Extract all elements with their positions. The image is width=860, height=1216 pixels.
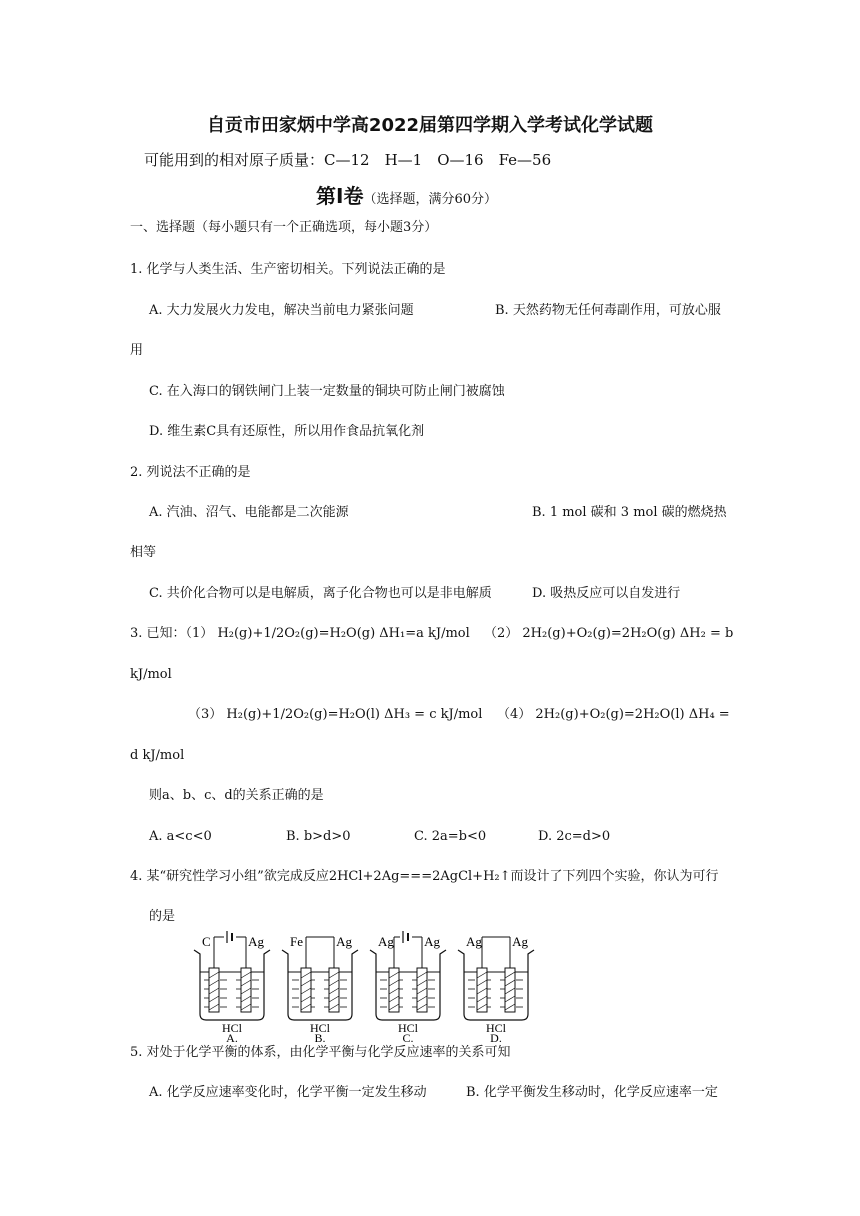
- q2-option-b-wrap: 相等: [130, 545, 157, 560]
- electrode-left-label: Fe: [290, 934, 303, 949]
- cell-2: [282, 934, 358, 1043]
- q3-option-d: D. 2c=d>0: [538, 829, 611, 844]
- cell-option-label: C.: [402, 1031, 414, 1043]
- q2-option-b: B. 1 mol 碳和 3 mol 碳的燃烧热: [532, 505, 727, 520]
- solution-label: HCl: [397, 1021, 419, 1035]
- q3-option-a: A. a<c<0: [149, 829, 212, 844]
- cell-1: [194, 930, 270, 1043]
- cell-option-label: A.: [226, 1031, 238, 1043]
- q3-option-b: B. b>d>0: [286, 829, 351, 844]
- solution-label: HCl: [485, 1021, 507, 1035]
- atomic-mass-note: 可能用到的相对原子质量：C—12 H—1 O—16 Fe—56: [144, 151, 552, 169]
- q2-option-d: D. 吸热反应可以自发进行: [532, 586, 681, 601]
- electrode-left-label: Ag: [378, 934, 394, 949]
- q3-equation-2-wrap: kJ/mol: [130, 667, 172, 682]
- section-name: 第Ⅰ卷: [316, 184, 364, 208]
- beaker: [194, 950, 270, 1020]
- q1-option-b: B. 天然药物无任何毒副作用，可放心服: [495, 303, 721, 318]
- beaker: [458, 950, 534, 1020]
- section-heading: [316, 184, 497, 212]
- q2-option-c: C. 共价化合物可以是电解质，离子化合物也可以是非电解质: [149, 586, 492, 601]
- q3-equation-2: （2） 2H₂(g)+O₂(g)=2H₂O(g) ΔH₂ = b: [484, 626, 734, 641]
- q3-equation-4-wrap: d kJ/mol: [130, 748, 185, 763]
- q3-option-c: C. 2a=b<0: [414, 829, 487, 844]
- q3-ask: 则a、b、c、d的关系正确的是: [149, 788, 324, 803]
- battery-gap: [224, 930, 236, 944]
- electrode-right-label: Ag: [512, 934, 528, 949]
- electrode-left-label: Ag: [466, 934, 482, 949]
- section-note: （选择题，满分60分）: [363, 192, 497, 207]
- battery-gap: [400, 930, 412, 944]
- electrode-right-label: Ag: [336, 934, 352, 949]
- q3-equation-4: （4） 2H₂(g)+O₂(g)=2H₂O(l) ΔH₄ =: [497, 707, 730, 722]
- q2-option-a: A. 汽油、沼气、电能都是二次能源: [149, 505, 349, 520]
- q5-stem: 5. 对处于化学平衡的体系，由化学平衡与化学反应速率的关系可知: [130, 1045, 511, 1060]
- electrolysis-cells-figure: [190, 928, 550, 1043]
- beaker: [282, 950, 358, 1020]
- q5-option-a: A. 化学反应速率变化时，化学平衡一定发生移动: [149, 1085, 427, 1100]
- cell-option-label: B.: [314, 1031, 326, 1043]
- electrode-right-label: Ag: [248, 934, 264, 949]
- q1-option-d: D. 维生素C具有还原性，所以用作食品抗氧化剂: [149, 424, 425, 439]
- beaker: [370, 950, 446, 1020]
- q2-stem: 2. 列说法不正确的是: [130, 465, 251, 480]
- solution-label: HCl: [221, 1021, 243, 1035]
- q1-option-c: C. 在入海口的钢铁闸门上装一定数量的铜块可防止闸门被腐蚀: [149, 384, 505, 399]
- q5-option-b: B. 化学平衡发生移动时，化学反应速率一定: [466, 1085, 718, 1100]
- q3-equation-3: （3） H₂(g)+1/2O₂(g)=H₂O(l) ΔH₃ = c kJ/mol: [188, 707, 483, 722]
- q4-stem-wrap: 的是: [149, 909, 176, 924]
- q4-stem: 4. 某“研究性学习小组”欲完成反应2HCl+2Ag===2AgCl+H₂↑而设计了下列四个实验，你认为可行: [130, 869, 719, 884]
- page-title: 自贡市田家炳中学高2022届第四学期入学考试化学试题: [206, 115, 654, 136]
- cell-option-label: D.: [490, 1031, 502, 1043]
- q1-stem: 1. 化学与人类生活、生产密切相关。下列说法正确的是: [130, 262, 446, 277]
- q1-option-b-wrap: 用: [130, 343, 144, 358]
- part-heading: 一、选择题（每小题只有一个正确选项，每小题3分）: [130, 220, 438, 235]
- cell-4: [458, 934, 534, 1043]
- q1-option-a: A. 大力发展火力发电，解决当前电力紧张问题: [149, 303, 414, 318]
- electrode-right-label: Ag: [424, 934, 440, 949]
- cell-3: [370, 930, 446, 1043]
- solution-label: HCl: [309, 1021, 331, 1035]
- electrode-left-label: C: [202, 934, 211, 949]
- q3-equation-1: 3. 已知：（1） H₂(g)+1/2O₂(g)=H₂O(g) ΔH₁=a kJ/mol: [130, 626, 470, 641]
